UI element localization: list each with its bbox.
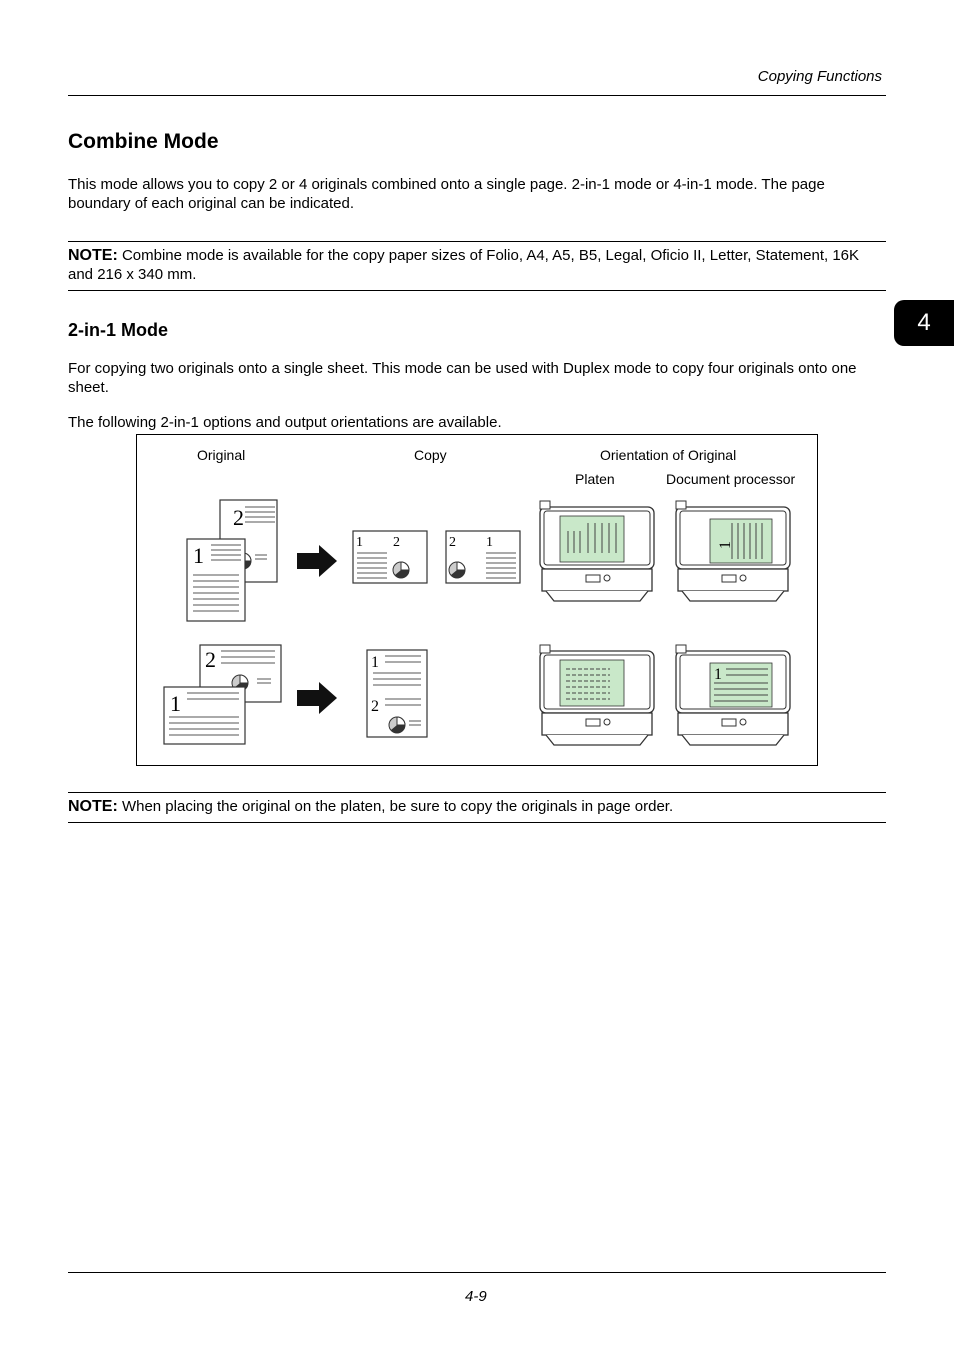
row2-platen-copier-icon — [540, 645, 654, 745]
chapter-tab: 4 — [894, 300, 954, 346]
two-in-one-figure — [136, 434, 818, 766]
row2-document-processor-copier-icon — [676, 645, 790, 745]
running-head: Copying Functions — [757, 68, 882, 85]
svg-text:2: 2 — [393, 535, 400, 550]
subsection-title: 2-in-1 Mode — [68, 320, 169, 340]
note2-bottom-rule — [68, 822, 886, 823]
mode-description: For copying two originals onto a single sheet. This mode can be used with Duplex mode to copy four originals onto one sheet. — [68, 360, 857, 396]
svg-text:1: 1 — [371, 654, 379, 671]
intro-paragraph: This mode allows you to copy 2 or 4 originals combined onto a single page. 2-in-1 mode or 4-in-1 mode. The page boundary of each original can be indicated. — [68, 176, 825, 212]
page-number: 4-9 — [465, 1288, 487, 1305]
footer-rule — [68, 1272, 886, 1273]
note-text: Combine mode is available for the copy paper sizes of Folio, A4, A5, B5, Legal, Oficio II, Letter, Statement, 16K and 216 x 340 mm. — [68, 247, 860, 283]
column-label-document-processor: Document processor — [666, 471, 796, 487]
svg-text:1: 1 — [714, 666, 722, 683]
row1-document-processor-copier-icon — [676, 501, 790, 601]
options-intro: The following 2-in-1 options and output orientations are available. — [68, 414, 502, 431]
svg-text:1: 1 — [717, 541, 734, 549]
row2-arrow-icon — [297, 682, 337, 714]
row1-copy-right-to-left — [446, 531, 520, 583]
note-combine-sizes — [68, 246, 888, 284]
note-bottom-rule — [68, 290, 886, 291]
row1-copy-left-to-right — [353, 531, 427, 583]
header-rule — [68, 95, 886, 96]
svg-text:1: 1 — [486, 535, 493, 550]
column-label-orientation: Orientation of Original — [600, 447, 737, 463]
note-top-rule — [68, 241, 886, 242]
column-label-original: Original — [197, 447, 246, 463]
note2-label: NOTE: — [68, 798, 118, 815]
svg-text:2: 2 — [371, 698, 379, 715]
section-title: Combine Mode — [68, 130, 219, 153]
svg-text:1: 1 — [356, 535, 363, 550]
svg-text:1: 1 — [170, 691, 181, 716]
column-label-copy: Copy — [414, 447, 447, 463]
svg-text:1: 1 — [193, 543, 204, 568]
svg-text:2: 2 — [205, 647, 216, 672]
row2-original-page-1 — [164, 687, 245, 744]
note-page-order — [68, 797, 888, 816]
note-label: NOTE: — [68, 247, 118, 264]
note2-top-rule — [68, 792, 886, 793]
svg-text:2: 2 — [233, 505, 244, 530]
column-label-platen: Platen — [575, 471, 615, 487]
note2-text: When placing the original on the platen, be sure to copy the originals in page order. — [117, 798, 674, 815]
row1-original-page-1 — [187, 539, 245, 621]
figure-illustration — [137, 435, 819, 767]
row1-platen-copier-icon — [540, 501, 654, 601]
row2-copy-top-to-bottom — [367, 650, 427, 737]
row1-arrow-icon — [297, 545, 337, 577]
svg-text:2: 2 — [449, 535, 456, 550]
